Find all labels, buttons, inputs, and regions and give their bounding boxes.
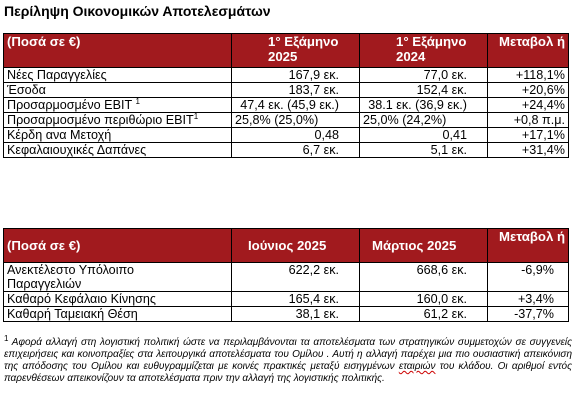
cell-2025: 47,4 εκ. (45,9 εκ.)	[232, 98, 360, 113]
cell-change: +0,8 π.μ.	[488, 113, 569, 128]
cell-change: +24,4%	[488, 98, 569, 113]
footnote-text-1: Αφορά αλλαγή στη λογιστική πολιτική ώστε να περιλαμβάνονται τα αποτελέσματα των στρατηγικών συμμετοχών σε συγγενείς επιχειρήσεις και κοινοπραξίες στα λειτουργικά αποτελέσματα του Ομίλου . Αυτή η αλλαγή παρέχει μια πιο ουσιαστική απεικόνιση της απόδοσης του Ομίλου και ευθυγραμμίζεται με κοινές πρακτικές μεταξύ εισηγμένων	[4, 337, 572, 372]
table-header-row	[4, 229, 569, 263]
row-label: Καθαρή Ταμειακή Θέση	[4, 307, 232, 322]
table-row	[4, 292, 569, 307]
row-label: Κεφαλαιουχικές Δαπάνες	[4, 143, 232, 158]
header-june-2025: Ιούνιος 2025	[232, 229, 360, 263]
header-march-2025: Μάρτιος 2025	[360, 229, 488, 263]
cell-change: +118,1%	[488, 68, 569, 83]
header-amounts-label: (Ποσά σε €)	[4, 229, 232, 263]
table-row	[4, 83, 569, 98]
header-h1-2025: 1° Εξάμηνο 2025	[232, 34, 360, 68]
cell-2025: 0,48	[232, 128, 360, 143]
row-label: Νέες Παραγγελίες	[4, 68, 232, 83]
cell-march: 160,0 εκ.	[360, 292, 488, 307]
table-row	[4, 128, 569, 143]
page-title: Περίληψη Οικονομικών Αποτελεσμάτων	[4, 3, 271, 19]
footnote-text-2: του κλάδου. Οι αριθμοί εντός παρενθέσεων απεικονίζουν τα αποτελέσματα πριν την αλλαγή της λογιστικής πολιτικής.	[4, 361, 572, 384]
cell-2024: 25,0% (24,2%)	[360, 113, 488, 128]
table-row	[4, 68, 569, 83]
cell-change: -37,7%	[488, 307, 569, 322]
footnote-ref: 1	[135, 97, 140, 106]
cell-2024: 0,41	[360, 128, 488, 143]
cell-june: 622,2 εκ.	[232, 263, 360, 292]
cell-2024: 38.1 εκ. (36,9 εκ.)	[360, 98, 488, 113]
row-label: Προσαρμοσμένο περιθώριο EBIT$^1$	[4, 113, 232, 128]
header-amounts-label: (Ποσά σε €)	[4, 34, 232, 68]
row-label: Έσοδα	[4, 83, 232, 98]
row-label: Κέρδη ανα Μετοχή	[4, 128, 232, 143]
cell-2024: 77,0 εκ.	[360, 68, 488, 83]
footnote-ref: 1	[193, 112, 199, 121]
cell-2025: 25,8% (25,0%)	[232, 113, 360, 128]
table-row	[4, 307, 569, 322]
row-label: Καθαρό Κεφάλαιο Κίνησης	[4, 292, 232, 307]
table-row	[4, 143, 569, 158]
row-label: Προσαρμοσμένο EBIT $^1$	[4, 98, 232, 113]
header-h1-2024: 1° Εξάμηνο 2024	[360, 34, 488, 68]
cell-2024: 152,4 εκ.	[360, 83, 488, 98]
cell-2025: 6,7 εκ.	[232, 143, 360, 158]
cell-march: 668,6 εκ.	[360, 263, 488, 292]
results-table-semester	[3, 33, 569, 158]
cell-change: -6,9%	[488, 263, 569, 292]
cell-change: +31,4%	[488, 143, 569, 158]
footnote-flagged-word: εταιριών	[398, 361, 436, 372]
cell-change: +17,1%	[488, 128, 569, 143]
cell-march: 61,2 εκ.	[360, 307, 488, 322]
table-row	[4, 113, 569, 128]
header-change: Μεταβολ ή	[488, 229, 569, 263]
results-table-balance	[3, 228, 569, 322]
cell-june: 38,1 εκ.	[232, 307, 360, 322]
cell-2025: 183,7 εκ.	[232, 83, 360, 98]
cell-2025: 167,9 εκ.	[232, 68, 360, 83]
cell-change: +3,4%	[488, 292, 569, 307]
header-change: Μεταβολ ή	[488, 34, 569, 68]
cell-2024: 5,1 εκ.	[360, 143, 488, 158]
footnote-marker: 1	[4, 334, 9, 343]
cell-change: +20,6%	[488, 83, 569, 98]
row-label: Ανεκτέλεστο Υπόλοιπο Παραγγελιών	[4, 263, 232, 292]
table-row	[4, 263, 569, 292]
table-header-row	[4, 34, 569, 68]
cell-june: 165,4 εκ.	[232, 292, 360, 307]
table-row	[4, 98, 569, 113]
footnote	[4, 334, 572, 385]
